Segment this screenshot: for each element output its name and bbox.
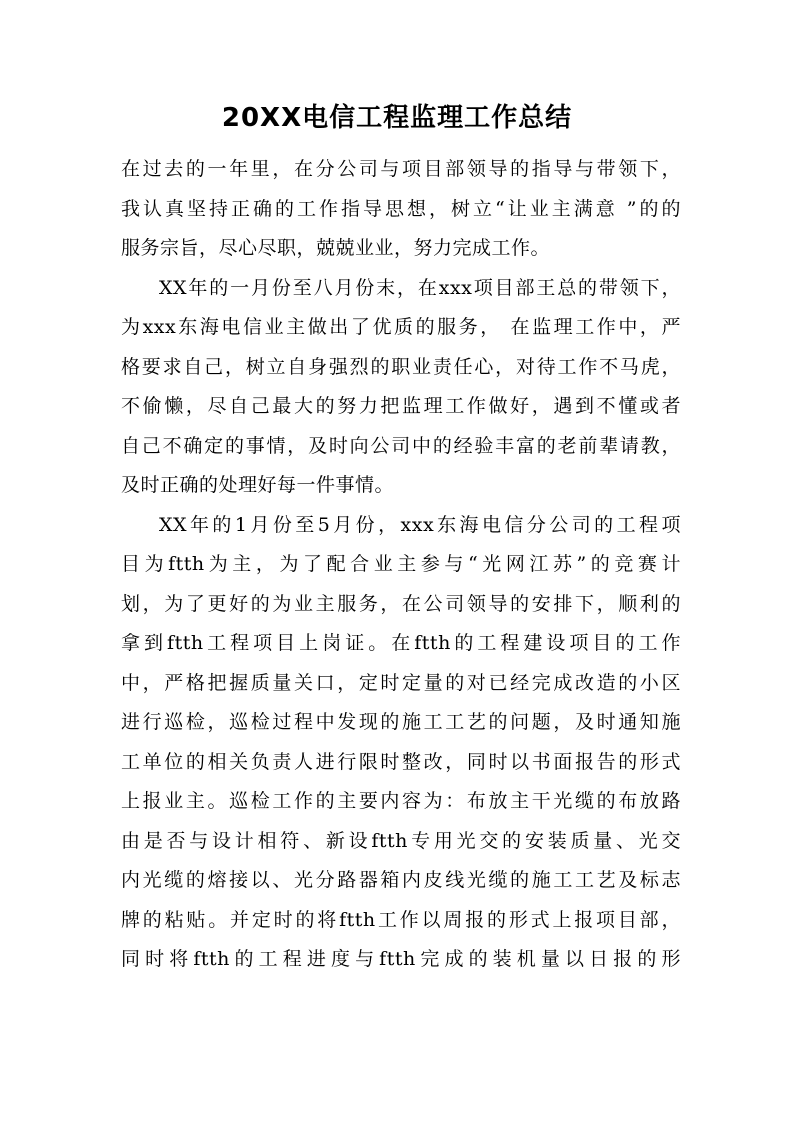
paragraph-3-line: 划，为了更好的为业主服务，在公司领导的安排下，顺利的	[121, 592, 681, 615]
paragraph-3-line: 同时将ftth的工程进度与ftth完成的装机量以日报的形	[121, 948, 681, 970]
paragraph-3-line: XX年的1月份至5月份，xxx东海电信分公司的工程项	[159, 513, 681, 536]
document-body	[121, 150, 681, 980]
paragraph-3-line: 中，严格把握质量关口，定时定量的对已经完成改造的小区	[121, 671, 681, 694]
document-title: 20XX电信工程监理工作总结	[221, 103, 573, 133]
paragraph-3-line: 拿到ftth工程项目上岗证。在ftth的工程建设项目的工作	[121, 632, 681, 654]
paragraph-1-line: 服务宗旨，尽心尽职，兢兢业业，努力完成工作。	[121, 237, 551, 259]
paragraph-2-line: 格要求自己，树立自身强烈的职业责任心，对待工作不马虎，	[121, 355, 681, 378]
paragraph-1-line: 在过去的一年里，在分公司与项目部领导的指导与带领下，	[121, 158, 681, 180]
paragraph-1-line: 我认真坚持正确的工作指导思想，树立“让业主满意 ”的的	[121, 197, 681, 220]
paragraph-2-line: XX年的一月份至八月份末，在xxx项目部王总的带领下，	[159, 276, 681, 299]
paragraph-3-line: 牌的粘贴。并定时的将ftth工作以周报的形式上报项目部，	[121, 908, 681, 931]
paragraph-3-line: 由是否与设计相符、新设ftth专用光交的安装质量、光交	[121, 829, 681, 852]
paragraph-3-line: 进行巡检，巡检过程中发现的施工工艺的问题，及时通知施	[121, 711, 681, 733]
paragraph-2-line: 不偷懒，尽自己最大的努力把监理工作做好，遇到不懂或者	[121, 395, 681, 417]
paragraph-3-line: 目为ftth为主，为了配合业主参与“光网江苏”的竞赛计	[121, 553, 681, 575]
paragraph-3-line: 上报业主。巡检工作的主要内容为：布放主干光缆的布放路	[121, 790, 681, 812]
paragraph-2-line: 自己不确定的事情，及时向公司中的经验丰富的老前辈请教，	[121, 434, 681, 457]
paragraph-2-line: 为xxx东海电信业主做出了优质的服务， 在监理工作中，严	[121, 316, 681, 338]
paragraph-2-line: 及时正确的处理好每一件事情。	[121, 474, 395, 496]
paragraph-3-line: 工单位的相关负责人进行限时整改，同时以书面报告的形式	[121, 750, 681, 773]
paragraph-3-line: 内光缆的熔接以、光分路器箱内皮线光缆的施工工艺及标志	[121, 869, 681, 891]
